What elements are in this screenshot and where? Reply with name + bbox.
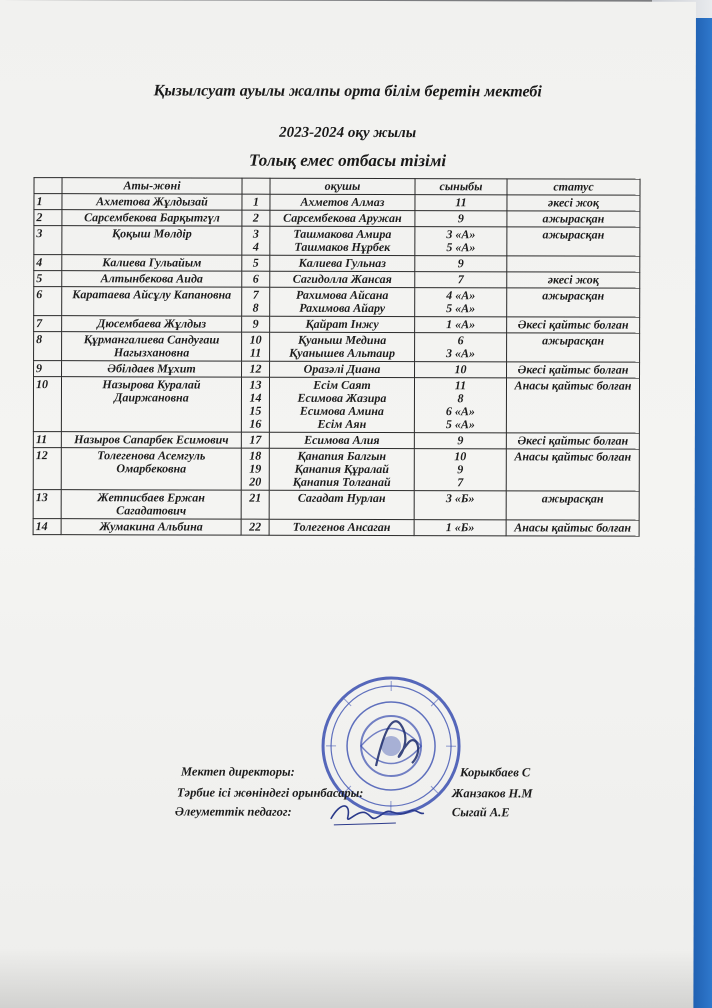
student-number: 7 bbox=[252, 287, 259, 302]
school-title: Қызылсуат ауылы жалпы орта білім беретін мектебі bbox=[153, 82, 542, 101]
student-name: Ташмакова Амира bbox=[293, 226, 392, 242]
row-number: 10 bbox=[33, 377, 61, 432]
student-names bbox=[270, 194, 415, 210]
student-numbers bbox=[241, 432, 269, 448]
table-row bbox=[33, 432, 639, 450]
student-grades bbox=[415, 256, 507, 272]
student-name: Толегенов Ансаган bbox=[292, 519, 391, 535]
student-grade: 3 «Б» bbox=[445, 491, 475, 506]
family-status: Анасы қайтыс болған bbox=[506, 378, 639, 433]
student-grade: 6 bbox=[457, 333, 464, 348]
table-row bbox=[33, 377, 639, 434]
table-row bbox=[34, 361, 640, 379]
student-grades bbox=[415, 362, 507, 378]
student-grades bbox=[415, 333, 507, 362]
deputy-name: Жанзаков Н.М bbox=[451, 786, 533, 801]
student-name: Қайрат Інжу bbox=[305, 316, 379, 331]
student-names bbox=[269, 490, 414, 519]
student-grades bbox=[415, 317, 507, 333]
list-title: Толық емес отбасы тізімі bbox=[249, 150, 447, 171]
table-row bbox=[34, 316, 640, 334]
student-grade: 10 bbox=[454, 362, 467, 377]
student-names bbox=[270, 210, 415, 226]
parent-name: Құрмангалиева Сандуғаш Нагызхановна bbox=[62, 332, 242, 361]
student-numbers bbox=[241, 490, 269, 519]
parent-name: Жумакина Альбина bbox=[61, 519, 241, 535]
families-table bbox=[33, 177, 641, 537]
student-grade: 5 «А» bbox=[446, 301, 476, 316]
student-number: 13 bbox=[249, 377, 262, 392]
student-grade: 5 «А» bbox=[446, 240, 476, 255]
student-numbers bbox=[241, 377, 269, 432]
table-row bbox=[34, 287, 640, 318]
student-grades bbox=[415, 272, 507, 288]
family-status: әкесі жоқ bbox=[507, 272, 640, 288]
student-numbers bbox=[242, 210, 270, 226]
student-grade: 8 bbox=[457, 391, 464, 406]
student-number: 10 bbox=[249, 332, 262, 347]
student-number: 4 bbox=[252, 239, 259, 254]
table-row bbox=[34, 194, 640, 212]
family-status: ажырасқан bbox=[507, 288, 640, 317]
student-names bbox=[269, 432, 414, 448]
student-grades bbox=[414, 449, 506, 491]
student-grades bbox=[415, 211, 507, 227]
student-grades bbox=[414, 433, 506, 449]
student-name: Есимова Алия bbox=[304, 432, 380, 447]
student-grade: 7 bbox=[457, 272, 464, 287]
parent-name: Алтынбекова Аида bbox=[62, 271, 242, 287]
student-grade: 4 «А» bbox=[446, 288, 476, 303]
row-number: 14 bbox=[33, 519, 61, 535]
student-numbers bbox=[242, 226, 270, 255]
student-grade: 10 bbox=[454, 449, 467, 464]
table-row bbox=[34, 210, 640, 228]
student-names bbox=[270, 226, 415, 255]
student-number: 19 bbox=[249, 461, 262, 476]
family-status: ажырасқан bbox=[506, 491, 639, 520]
student-number: 1 bbox=[252, 194, 259, 209]
student-grade: 9 bbox=[457, 462, 464, 477]
pedagog-name: Сыгай А.Е bbox=[451, 805, 510, 820]
student-numbers bbox=[241, 448, 269, 490]
table-row bbox=[33, 490, 639, 521]
student-name: Оразәлі Диана bbox=[303, 361, 381, 376]
student-names bbox=[269, 448, 414, 490]
row-number: 12 bbox=[33, 448, 61, 490]
family-status: Әкесі қайтыс болған bbox=[506, 433, 639, 449]
student-name: Қуаныш Медина bbox=[297, 332, 387, 348]
table-row bbox=[33, 448, 639, 492]
family-status: әкесі жоқ bbox=[507, 195, 640, 211]
student-name: Есимова Амина bbox=[299, 403, 384, 419]
student-name: Есимова Жазира bbox=[297, 390, 387, 406]
family-status bbox=[507, 256, 640, 272]
academic-year: 2023-2024 оқу жылы bbox=[279, 124, 417, 142]
student-name: Қанапия Балгын bbox=[297, 448, 387, 464]
row-number: 6 bbox=[34, 287, 62, 316]
family-status: ажырасқан bbox=[507, 227, 640, 256]
row-number: 7 bbox=[34, 316, 62, 332]
student-names bbox=[269, 519, 414, 535]
student-names bbox=[270, 255, 415, 271]
family-status: Анасы қайтыс болған bbox=[506, 449, 639, 491]
director-label: Мектеп директоры: bbox=[180, 764, 295, 779]
student-grade: 3 «А» bbox=[446, 346, 476, 361]
student-number: 12 bbox=[249, 361, 262, 376]
row-number: 5 bbox=[34, 271, 62, 287]
student-grade: 7 bbox=[457, 475, 464, 490]
parent-name: Калиева Гульайым bbox=[62, 255, 242, 271]
family-status: Әкесі қайтыс болған bbox=[507, 362, 640, 378]
student-number: 6 bbox=[252, 271, 259, 286]
parent-name: Жетписбаев Ержан Сагадатович bbox=[61, 490, 241, 519]
student-number: 3 bbox=[252, 226, 259, 241]
student-grade: 3 «А» bbox=[446, 227, 476, 242]
parent-name: Толегенова Асемгуль Омарбековна bbox=[61, 448, 241, 490]
student-names bbox=[269, 377, 414, 432]
student-number: 17 bbox=[249, 432, 262, 447]
student-grades bbox=[415, 227, 507, 256]
student-grade: 1 «А» bbox=[446, 317, 476, 332]
student-number: 9 bbox=[252, 316, 259, 331]
student-grades bbox=[414, 520, 506, 536]
parent-name: Дюсембаева Жұлдыз bbox=[62, 316, 242, 332]
header-status: статус bbox=[507, 179, 640, 195]
student-numbers bbox=[242, 271, 270, 287]
table-row bbox=[34, 332, 640, 363]
row-number: 13 bbox=[33, 490, 61, 519]
table-row bbox=[34, 255, 640, 273]
student-name: Қанапия Толғанай bbox=[292, 474, 391, 490]
student-number: 11 bbox=[249, 345, 262, 360]
table-row bbox=[34, 271, 640, 289]
parent-name: Назырова Куралай Даиржановна bbox=[61, 377, 241, 432]
student-number: 22 bbox=[249, 519, 262, 534]
student-numbers bbox=[242, 332, 270, 361]
table-header-row bbox=[34, 178, 640, 196]
student-names bbox=[270, 316, 415, 332]
student-grade: 11 bbox=[454, 378, 467, 393]
deputy-label: Тәрбие ісі жөніндегі орынбасары: bbox=[176, 785, 364, 800]
student-name: Ахметов Алмаз bbox=[300, 194, 385, 210]
parent-name: Қоқыш Мөлдір bbox=[62, 226, 242, 255]
row-number: 1 bbox=[34, 194, 62, 210]
student-grade: 9 bbox=[457, 433, 464, 448]
student-number: 20 bbox=[249, 474, 262, 489]
family-status: ажырасқан bbox=[507, 211, 640, 227]
parent-name: Ахметова Жұлдызай bbox=[62, 194, 242, 210]
student-number: 15 bbox=[249, 403, 262, 418]
student-numbers bbox=[242, 361, 270, 377]
student-number: 8 bbox=[252, 300, 259, 315]
parent-name: Каратаева Айсұлу Капановна bbox=[62, 287, 242, 316]
table-row bbox=[34, 226, 640, 257]
student-numbers bbox=[241, 519, 269, 535]
student-name: Ташмаков Нұрбек bbox=[294, 239, 391, 255]
student-number: 2 bbox=[252, 210, 259, 225]
student-grade: 9 bbox=[457, 256, 464, 271]
header-parent: Аты-жөні bbox=[62, 178, 242, 194]
student-number: 5 bbox=[252, 255, 259, 270]
student-names bbox=[270, 361, 415, 377]
parent-name: Назыров Сапарбек Есимович bbox=[61, 432, 241, 448]
row-number: 3 bbox=[34, 226, 62, 255]
student-name: Калиева Гульназ bbox=[298, 255, 386, 271]
student-grade: 11 bbox=[455, 195, 467, 210]
row-number: 2 bbox=[34, 210, 62, 226]
header-grade: сыныбы bbox=[415, 179, 507, 195]
director-name: Корыкбаев С bbox=[459, 765, 531, 780]
student-name: Рахимова Айсана bbox=[296, 287, 389, 303]
student-names bbox=[270, 332, 415, 361]
student-number: 14 bbox=[249, 390, 262, 405]
student-name: Қанапия Құралай bbox=[294, 461, 389, 477]
row-number: 9 bbox=[34, 361, 62, 377]
row-number: 11 bbox=[33, 432, 61, 448]
pedagog-label: Әлеуметтік педагог: bbox=[174, 804, 292, 819]
student-grade: 5 «А» bbox=[445, 417, 475, 432]
student-grades bbox=[415, 288, 507, 317]
family-status: ажырасқан bbox=[507, 333, 640, 362]
student-grade: 9 bbox=[457, 211, 464, 226]
row-number: 4 bbox=[34, 255, 62, 271]
student-grades bbox=[415, 195, 507, 211]
student-name: Қуанышев Альтаир bbox=[289, 345, 395, 361]
student-number: 18 bbox=[249, 448, 262, 463]
student-numbers bbox=[242, 316, 270, 332]
student-number: 16 bbox=[249, 416, 262, 431]
header-student: оқушы bbox=[270, 178, 415, 194]
student-name: Рахимова Айару bbox=[299, 300, 386, 316]
header-num bbox=[34, 178, 62, 194]
student-numbers bbox=[242, 194, 270, 210]
student-name: Сагадат Нурлан bbox=[297, 490, 386, 506]
student-grades bbox=[414, 491, 506, 520]
student-name: Сагидолла Жансая bbox=[292, 271, 392, 287]
student-number: 21 bbox=[249, 490, 262, 505]
student-names bbox=[270, 287, 415, 316]
family-status: Анасы қайтыс болған bbox=[506, 520, 639, 536]
student-names bbox=[270, 271, 415, 287]
row-number: 8 bbox=[34, 332, 62, 361]
parent-name: Сарсембекова Барқытгүл bbox=[62, 210, 242, 226]
student-grade: 1 «Б» bbox=[445, 520, 475, 535]
paper-shadow bbox=[0, 948, 694, 1008]
student-numbers bbox=[242, 287, 270, 316]
student-name: Есім Аян bbox=[317, 416, 367, 431]
parent-name: Әбілдаев Мұхит bbox=[62, 361, 242, 377]
student-numbers bbox=[242, 255, 270, 271]
family-status: Әкесі қайтыс болған bbox=[507, 317, 640, 333]
table-body bbox=[33, 194, 640, 537]
student-grade: 6 «А» bbox=[445, 404, 475, 419]
header-student-num bbox=[242, 178, 270, 194]
table-row bbox=[33, 519, 639, 537]
student-grades bbox=[414, 378, 506, 433]
student-name: Сарсембекова Аружан bbox=[283, 210, 402, 226]
student-name: Есім Саят bbox=[313, 377, 371, 392]
